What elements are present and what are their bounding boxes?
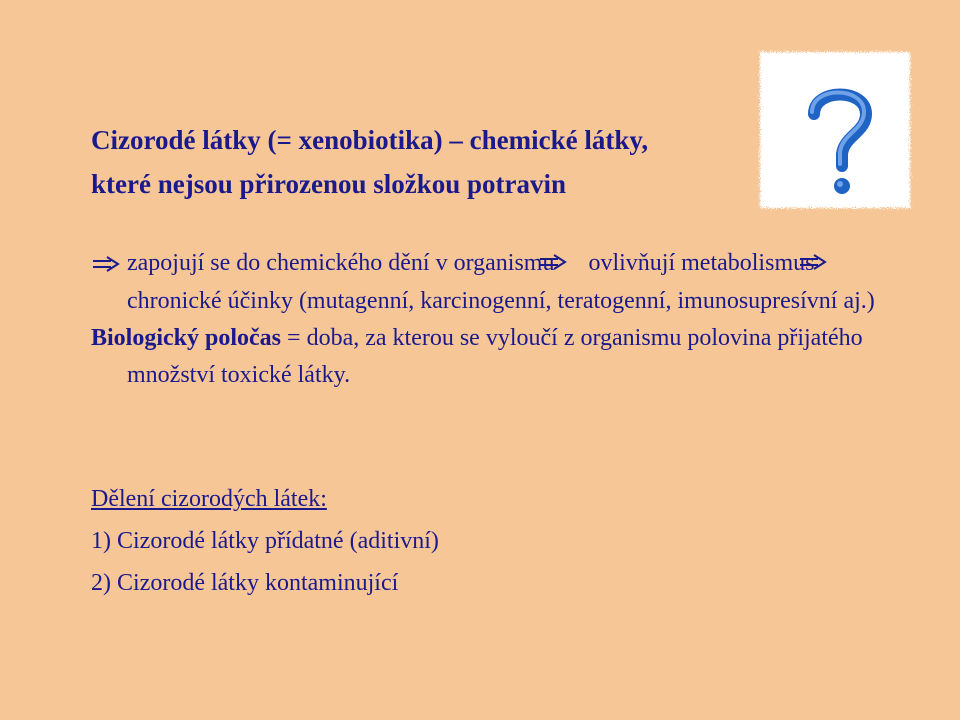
implies-arrow-icon xyxy=(814,246,848,283)
title-line-2: které nejsou přirozenou složkou potravin xyxy=(91,169,567,199)
half-life-term: Biologický poločas xyxy=(91,324,282,351)
half-life-paragraph xyxy=(91,320,891,394)
list-item: 2) Cizorodé látky kontaminující xyxy=(91,570,399,596)
list-item: 1) Cizorodé látky přídatné (aditivní) xyxy=(91,528,439,554)
effects-part-2: ovlivňují metabolismus xyxy=(588,250,815,276)
body-text xyxy=(91,245,891,394)
division-section xyxy=(91,478,891,604)
effects-part-1: zapojují se do chemického dění v organismu xyxy=(127,250,555,276)
division-heading: Dělení cizorodých látek: xyxy=(91,486,327,512)
half-life-definition: = doba, za kterou se vyloučí z organismu polovina přijatého množství toxické látky. xyxy=(127,324,863,388)
question-mark-icon xyxy=(752,44,918,216)
implies-arrow-icon xyxy=(91,245,127,282)
implies-arrow-icon xyxy=(554,246,588,283)
title-line-1: Cizorodé látky (= xenobiotika) – chemické látky, xyxy=(91,125,649,155)
effects-part-3: chronické účinky (mutagenní, karcinogenní, teratogenní, imunosupresívní aj.) xyxy=(127,287,875,314)
effects-paragraph xyxy=(91,245,891,320)
slide-title xyxy=(91,118,771,206)
